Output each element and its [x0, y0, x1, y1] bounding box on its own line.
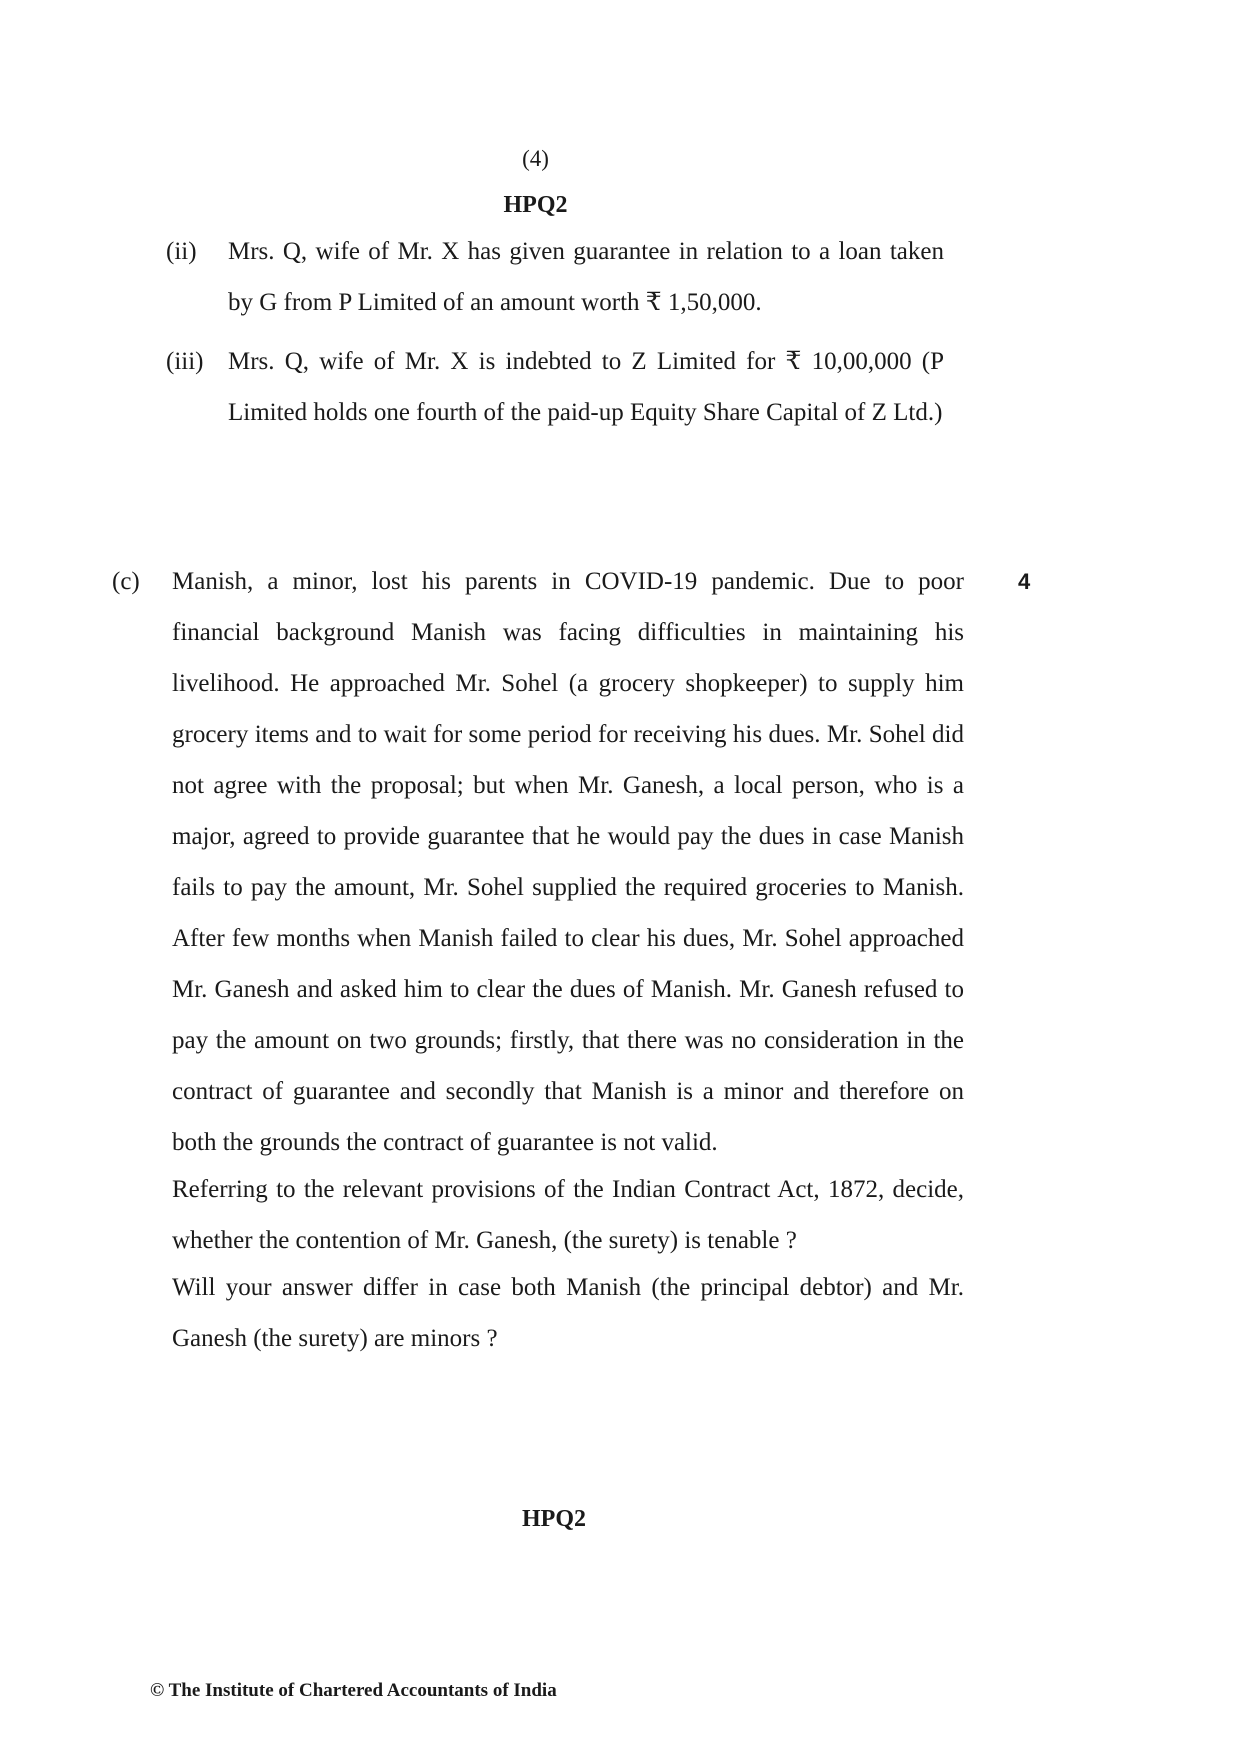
page-number: (4)	[522, 146, 549, 171]
sub-item-text: Mrs. Q, wife of Mr. X is indebted to Z Limited for ₹ 10,00,000 (P Limited holds one fourth of the paid-up Equity Share Capital of Z Ltd.)	[228, 348, 944, 426]
marks-label: 4	[1018, 569, 1031, 594]
paper-code-footer: HPQ2	[522, 1506, 586, 1532]
sub-item-marker: (iii)	[166, 348, 204, 375]
copyright-notice: © The Institute of Chartered Accountants of India	[150, 1680, 557, 1701]
question-paragraph-1: Manish, a minor, lost his parents in COVID-19 pandemic. Due to poor financial background Manish was facing difficulties in maintaining his livelihood. He approached Mr. Sohel (a grocery shopkeeper) to supply him grocery items and to wait for some period for receiving his dues. Mr. Sohel did not agree with the proposal; but when Mr. Ganesh, a local person, who is a major, agreed to provide guarantee that he would pay the dues in case Manish fails to pay the amount, Mr. Sohel supplied the required groceries to Manish. After few months when Manish failed to clear his dues, Mr. Sohel approached Mr. Ganesh and asked him to clear the dues of Manish. Mr. Ganesh refused to pay the amount on two grounds; firstly, that there was no consideration in the contract of guarantee and secondly that Manish is a minor and therefore on both the grounds the contract of guarantee is not valid.	[172, 568, 964, 1156]
question-paragraph-3: Will your answer differ in case both Manish (the principal debtor) and Mr. Ganesh (the surety) are minors ?	[172, 1274, 964, 1352]
question-paragraph-2: Referring to the relevant provisions of the Indian Contract Act, 1872, decide, whether the contention of Mr. Ganesh, (the surety) is tenable ?	[172, 1176, 964, 1254]
question-marker: (c)	[112, 568, 140, 595]
paper-code-header: HPQ2	[503, 192, 568, 218]
sub-item-text: Mrs. Q, wife of Mr. X has given guarantee in relation to a loan taken by G from P Limited of an amount worth ₹ 1,50,000.	[228, 238, 944, 316]
sub-item-marker: (ii)	[166, 238, 197, 265]
